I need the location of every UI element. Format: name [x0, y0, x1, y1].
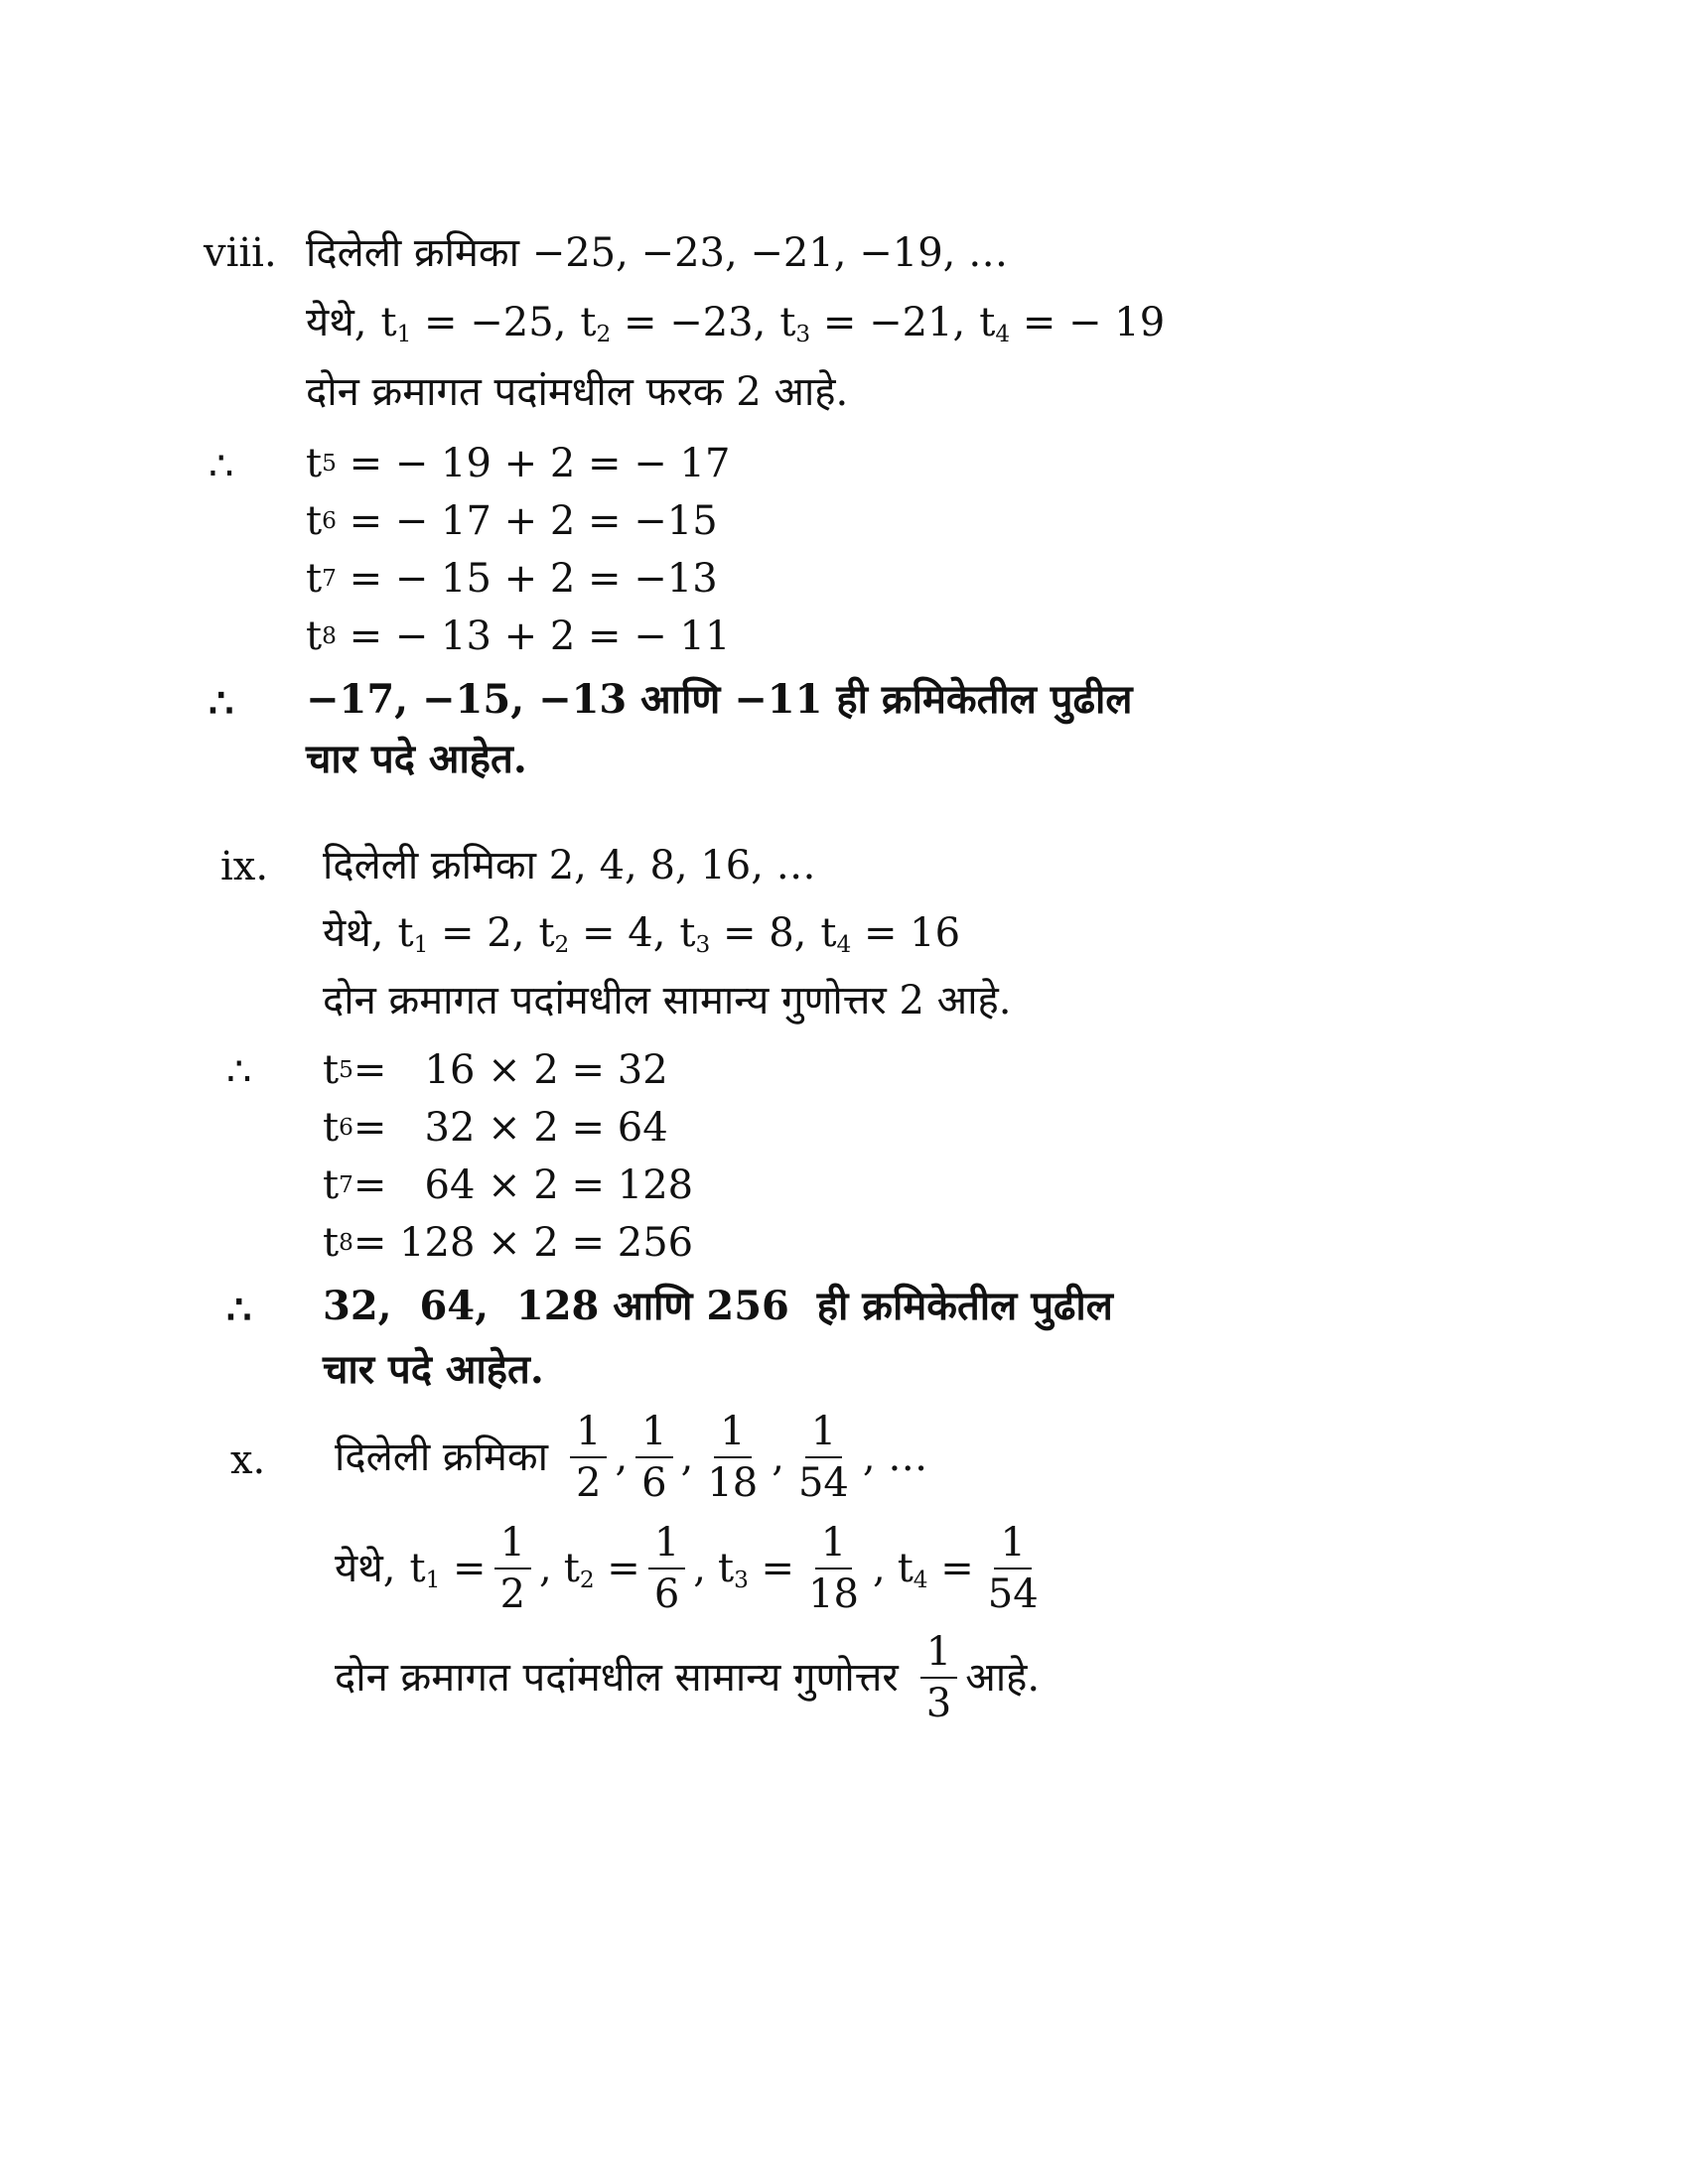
therefore-symbol: ∴	[209, 444, 234, 489]
term-t3: $t_3$ =	[717, 1546, 795, 1593]
item-number-viii: viii.	[204, 230, 277, 276]
calc-t8-viii: t 8 = − 13 + 2 = − 11	[306, 614, 731, 659]
conclusion-line-2-viii: चार पदे आहेत.	[306, 736, 527, 782]
therefore-symbol: ∴	[226, 1049, 252, 1095]
here-label: येथे,	[306, 300, 367, 345]
fraction: $\frac{1}{2}$	[494, 1522, 531, 1615]
calc-t5-viii: t 5 = − 19 + 2 = − 17	[306, 441, 731, 486]
ratio-line-x: दोन क्रमागत पदांमधील सामान्य गुणोत्तर $\frac{1}{3}$ आहे.	[335, 1629, 1041, 1726]
item-number-ix: ix.	[220, 844, 269, 889]
term-t4: $t_4 = 16$	[820, 910, 961, 958]
fraction: $\frac{1}{54}$	[797, 1409, 849, 1506]
term-t1: $t_1 = 2$,	[397, 910, 525, 958]
item-number-x: x.	[230, 1437, 266, 1483]
therefore-symbol: ∴	[226, 1287, 252, 1333]
given-sequence-viii	[306, 223, 1008, 283]
here-label: येथे,	[323, 910, 384, 956]
fraction: $\frac{1}{6}$	[635, 1411, 672, 1504]
terms-line-x: येथे, $t_1$ = $\frac{1}{2}$ , $t_2$ = $\frac{1}{6}$ , $t_3$ = $\frac{1}{18}$ , $t_4$ = $\frac{1}{54}$	[335, 1519, 1053, 1618]
terms-line-viii	[306, 293, 1165, 352]
term-t2: $t_2 = -23$,	[580, 300, 767, 347]
fraction: $\frac{1}{2}$	[570, 1411, 607, 1504]
calc-t6-ix: t 6 = 32 × 2 = 64	[323, 1105, 668, 1151]
ratio-fraction: $\frac{1}{3}$	[920, 1631, 957, 1724]
term-t3: $t_3 = -21$,	[779, 300, 966, 347]
fraction: $\frac{1}{54}$	[987, 1520, 1039, 1617]
term-t4: $t_4$ =	[897, 1546, 974, 1593]
given-sequence-x: दिलेली क्रमिका $\frac{1}{2}$ , $\frac{1}{6}$ , $\frac{1}{18}$ , $\frac{1}{54}$ , …	[335, 1409, 928, 1506]
calc-t5-ix: t 5 = 16 × 2 = 32	[323, 1047, 668, 1093]
fraction: $\frac{1}{18}$	[808, 1520, 859, 1617]
calc-t7-ix: t 7 = 64 × 2 = 128	[323, 1162, 694, 1208]
here-label: येथे,	[335, 1546, 396, 1591]
given-sequence-ix: दिलेली क्रमिका 2, 4, 8, 16, …	[323, 843, 816, 888]
calc-t8-ix: t 8 = 128 × 2 = 256	[323, 1220, 694, 1266]
term-t1: $t_1$ =	[409, 1546, 487, 1593]
calc-t7-viii: t 7 = − 15 + 2 = −13	[306, 556, 718, 602]
fraction: $\frac{1}{18}$	[707, 1409, 759, 1506]
terms-line-ix	[323, 903, 960, 963]
term-t2: $t_2$ =	[563, 1546, 640, 1593]
given-sequence-text: दिलेली क्रमिका −25, −23, −21, −19, …	[306, 230, 1009, 276]
conclusion-line-2-ix: चार पदे आहेत.	[323, 1346, 544, 1393]
term-t4: $t_4$ = − 19	[979, 300, 1166, 347]
therefore-symbol: ∴	[209, 680, 234, 727]
term-t1: $t_1 = -25$,	[380, 300, 567, 347]
ratio-line-ix: दोन क्रमागत पदांमधील सामान्य गुणोत्तर 2 आहे.	[323, 978, 1012, 1024]
difference-line-viii: दोन क्रमागत पदांमधील फरक 2 आहे.	[306, 369, 849, 415]
conclusion-line-1-viii: −17, −15, −13 आणि −11 ही क्रमिकेतील पुढील	[306, 676, 1133, 723]
term-t2: $t_2 = 4$,	[538, 910, 666, 958]
calc-t6-viii: t 6 = − 17 + 2 = −15	[306, 498, 718, 544]
term-t3: $t_3 = 8$,	[679, 910, 807, 958]
conclusion-line-1-ix: 32, 64, 128 आणि 256 ही क्रमिकेतील पुढील	[323, 1283, 1113, 1329]
fraction: $\frac{1}{6}$	[648, 1522, 685, 1615]
